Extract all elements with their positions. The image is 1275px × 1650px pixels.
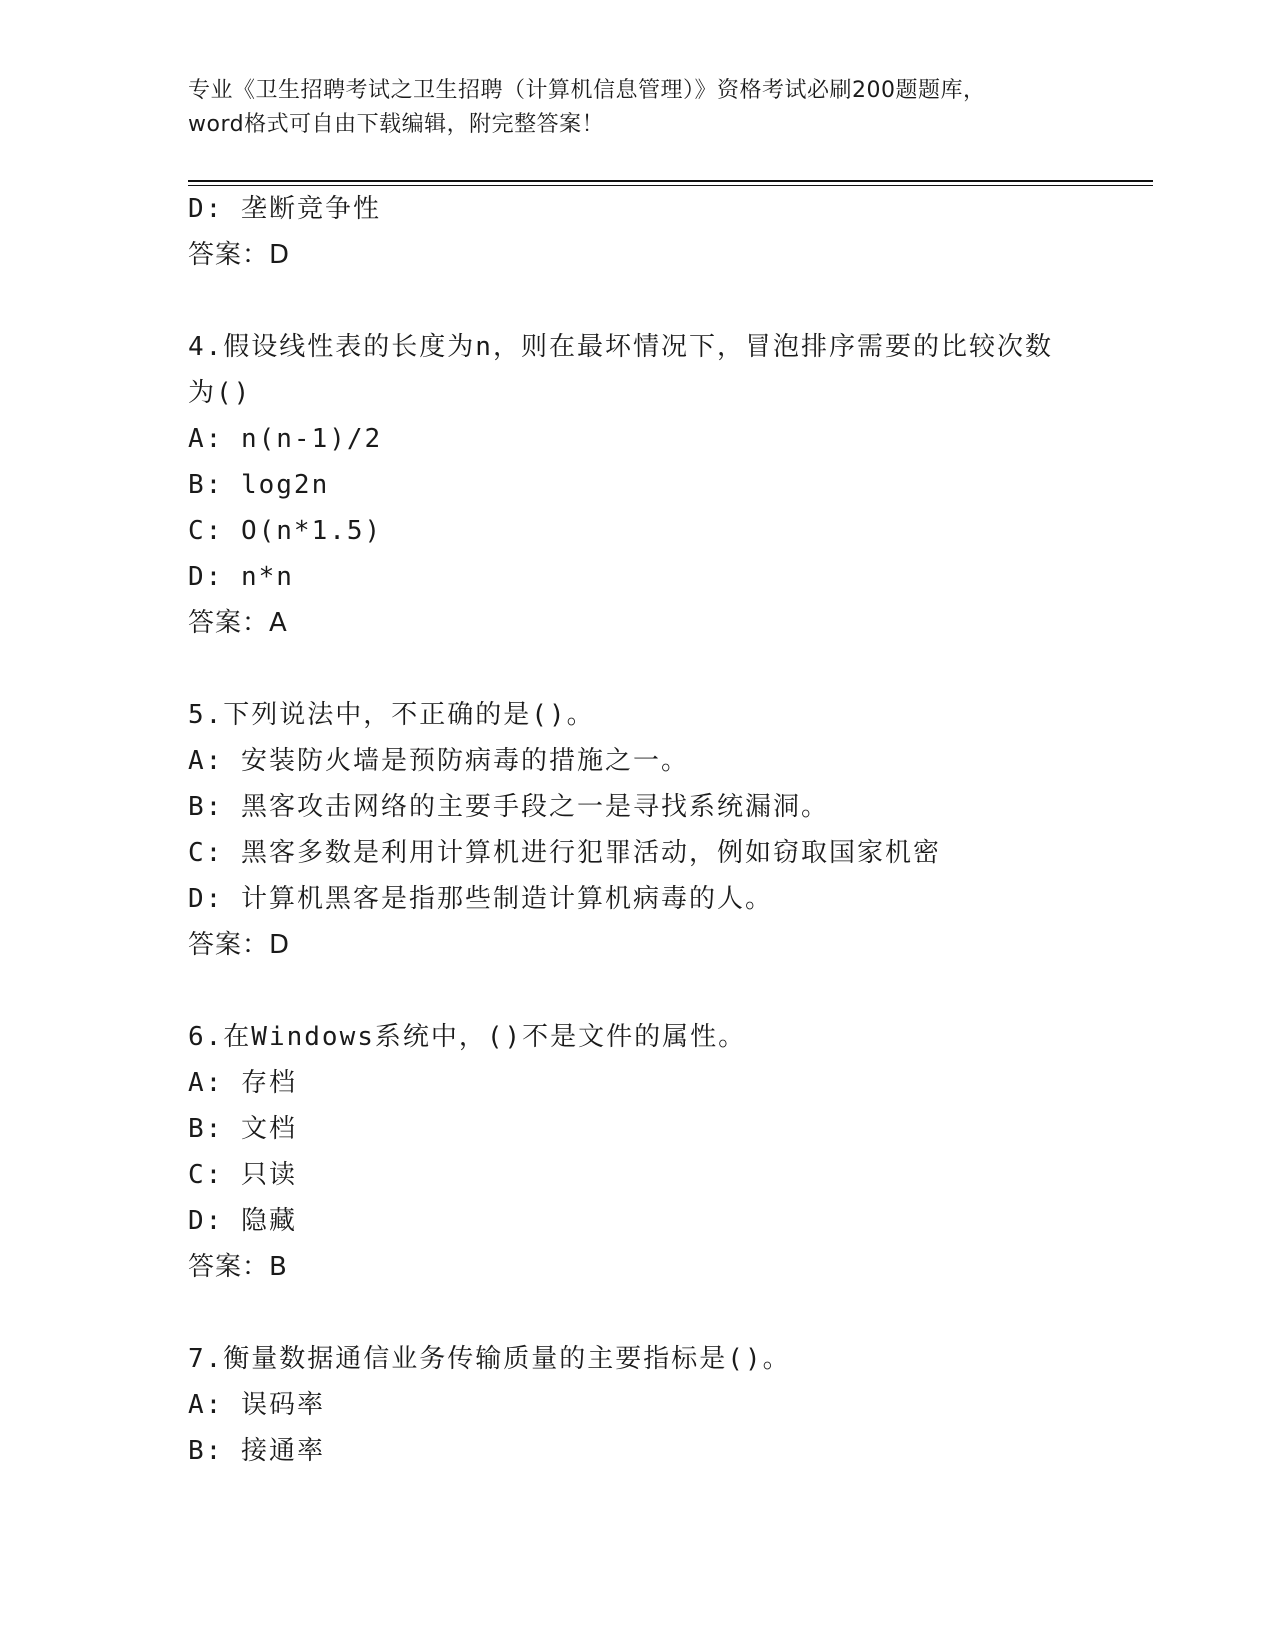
answer: 答案：A [188,608,288,638]
header-line-1: 专业《卫生招聘考试之卫生招聘（计算机信息管理）》资格考试必刷200题题库， [188,78,986,103]
spacer [188,278,1148,324]
spacer [188,1290,1148,1336]
question-stem: 4.假设线性表的长度为n，则在最坏情况下，冒泡排序需要的比较次数 [188,332,1053,362]
spacer [188,968,1148,1014]
option-a: A: 安装防火墙是预防病毒的措施之一。 [188,746,689,776]
question-stem: 6.在Windows系统中，()不是文件的属性。 [188,1022,747,1052]
question-stem: 7.衡量数据通信业务传输质量的主要指标是()。 [188,1344,791,1374]
answer: 答案：B [188,1252,288,1282]
question-3-answer: 答案：D [188,240,291,270]
header-line-2: word格式可自由下载编辑，附完整答案！ [188,112,605,137]
question-stem-continued: 为() [188,378,252,408]
question-7 [188,1336,1148,1474]
question-4 [188,324,1148,646]
option-c: C: O(n*1.5) [188,516,383,546]
question-list [188,186,1148,1474]
option-a: A: 误码率 [188,1390,325,1420]
question-6 [188,1014,1148,1290]
option-b: B: log2n [188,470,330,500]
question-3-option-d: D: 垄断竞争性 [188,194,381,224]
option-b: B: 接通率 [188,1436,325,1466]
option-c: C: 黑客多数是利用计算机进行犯罪活动，例如窃取国家机密 [188,838,941,868]
option-d: D: 隐藏 [188,1206,297,1236]
spacer [188,646,1148,692]
option-b: B: 文档 [188,1114,297,1144]
option-d: D: n*n [188,562,294,592]
option-d: D: 计算机黑客是指那些制造计算机病毒的人。 [188,884,773,914]
header-rule-thick [188,180,1153,182]
question-5 [188,692,1148,968]
option-c: C: 只读 [188,1160,297,1190]
document-header [188,74,1088,142]
option-b: B: 黑客攻击网络的主要手段之一是寻找系统漏洞。 [188,792,829,822]
option-a: A: n(n-1)/2 [188,424,383,454]
option-a: A: 存档 [188,1068,297,1098]
question-stem: 5.下列说法中，不正确的是()。 [188,700,595,730]
answer: 答案：D [188,930,291,960]
